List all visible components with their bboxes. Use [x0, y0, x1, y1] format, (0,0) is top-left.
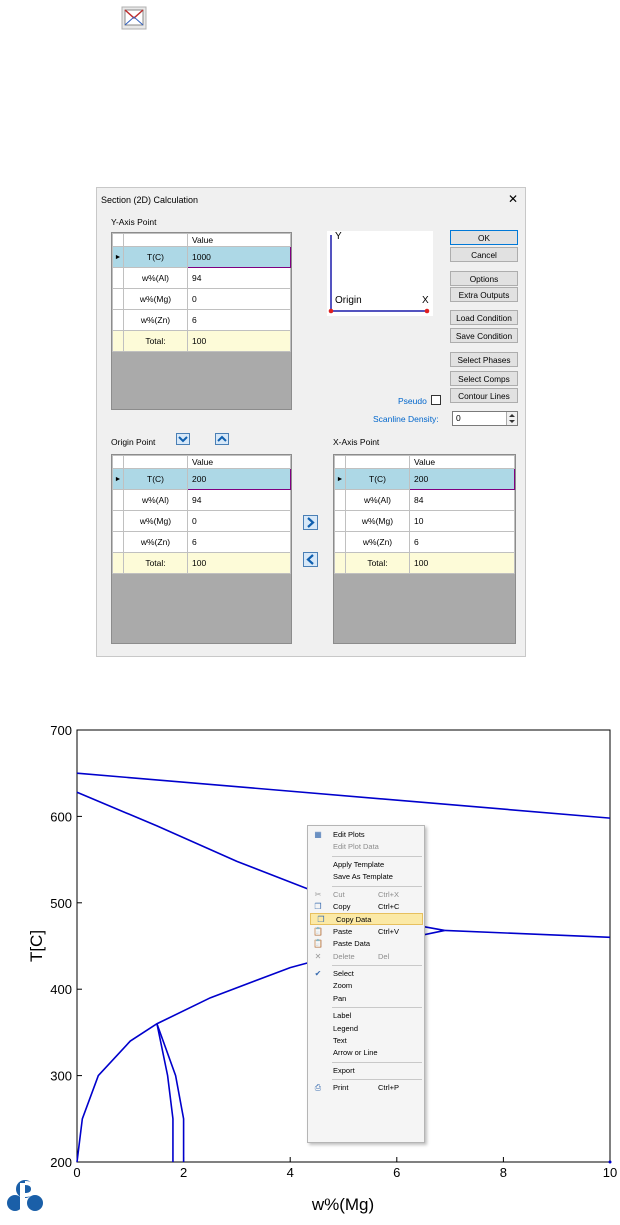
row-label: w%(Mg): [124, 289, 188, 310]
axis-preview: [327, 231, 433, 316]
value-header: Value: [188, 456, 291, 469]
row-label: w%(Al): [124, 268, 188, 289]
close-icon[interactable]: ✕: [507, 192, 518, 206]
y-tick-label: 700: [50, 723, 72, 738]
menu-item-label: Export: [333, 1065, 355, 1075]
menu-item-label: Select: [333, 969, 354, 978]
row-label: w%(Mg): [346, 511, 410, 532]
x-tick-label: 2: [179, 1165, 188, 1180]
menu-item-label: Copy: [333, 902, 351, 911]
section-calculation-icon[interactable]: [120, 3, 150, 33]
y-axis-grid: [111, 232, 292, 410]
menu-item-shortcut: Del: [378, 951, 390, 961]
pandat-logo-icon: [5, 1177, 45, 1217]
row-label: w%(Zn): [124, 532, 188, 553]
menu-item-shortcut: Ctrl+V: [378, 926, 400, 936]
total-label: Total:: [124, 553, 188, 574]
scanline-density-spinner[interactable]: [452, 411, 518, 426]
menu-separator: [332, 1062, 422, 1063]
x-axis-label: w%(Mg): [311, 1195, 375, 1214]
menu-item-label: Save As Template: [333, 872, 393, 882]
row-label: w%(Zn): [346, 532, 410, 553]
y-axis-point-label: Y-Axis Point: [111, 217, 157, 227]
menu-item-arrow-or-line[interactable]: [308, 1047, 424, 1059]
menu-separator: [332, 1079, 422, 1080]
origin-point-label: Origin Point: [111, 437, 156, 447]
select-phases-button[interactable]: Select Phases: [450, 352, 518, 367]
menu-item-shortcut: Ctrl+P: [378, 1083, 400, 1093]
value-header: Value: [410, 456, 515, 469]
chevron-down-icon[interactable]: [176, 433, 190, 445]
menu-item-save-as-template[interactable]: [308, 871, 424, 883]
menu-item-zoom[interactable]: [308, 980, 424, 992]
ok-button[interactable]: OK: [450, 230, 518, 245]
menu-item-label: Text: [333, 1036, 347, 1045]
menu-separator: [332, 965, 422, 966]
menu-item-label: Apply Template: [333, 859, 385, 869]
value-cell[interactable]: 6: [188, 532, 291, 553]
row-pointer-icon: ►: [113, 247, 124, 268]
y-tick-label: 500: [50, 895, 72, 911]
preview-x-label: X: [422, 295, 429, 306]
menu-separator: [332, 1007, 422, 1008]
menu-item-edit-plot-data[interactable]: [308, 841, 424, 853]
menu-item-label: Zoom: [333, 981, 353, 991]
chevron-up-icon[interactable]: [215, 433, 229, 445]
x-tick-label: 0: [73, 1165, 81, 1180]
value-cell[interactable]: 94: [188, 268, 291, 289]
row-label: T(C): [124, 469, 188, 490]
menu-item-paste[interactable]: [308, 926, 424, 938]
arrow-left-icon[interactable]: [303, 552, 318, 567]
save-condition-button[interactable]: Save Condition: [450, 328, 518, 343]
value-cell[interactable]: 200: [410, 469, 515, 490]
row-label: T(C): [124, 247, 188, 268]
y-axis-label: T[C]: [27, 929, 46, 963]
x-tick-label: 4: [286, 1165, 294, 1180]
row-pointer-icon: ►: [335, 469, 346, 490]
menu-item-label: Delete: [333, 951, 355, 961]
dialog-title: Section (2D) Calculation: [101, 195, 199, 205]
total-value: 100: [410, 553, 515, 574]
y-tick-label: 400: [50, 982, 72, 998]
edit-plots-icon: ▦: [314, 830, 322, 839]
phase-boundary-line[interactable]: [77, 773, 610, 818]
menu-item-label: Edit Plots: [333, 830, 365, 839]
menu-item-label: Paste: [333, 926, 353, 936]
context-menu[interactable]: [307, 825, 425, 1143]
y-tick-label: 200: [50, 1155, 72, 1170]
origin-grid: [111, 454, 292, 644]
delete-icon: ✕: [314, 951, 322, 961]
contour-lines-button[interactable]: Contour Lines: [450, 388, 518, 403]
value-header: Value: [188, 234, 291, 247]
menu-separator: [332, 856, 422, 857]
section-calculation-dialog: [96, 187, 526, 657]
extra-outputs-button[interactable]: Extra Outputs: [450, 287, 518, 302]
paste-data-icon: 📋: [313, 939, 323, 949]
menu-item-pan[interactable]: [308, 993, 424, 1005]
menu-item-label: Arrow or Line: [333, 1048, 378, 1058]
menu-item-shortcut: Ctrl+C: [378, 902, 400, 911]
x-axis-grid: [333, 454, 516, 644]
menu-item-select[interactable]: [308, 968, 424, 980]
paste-icon: 📋: [313, 926, 323, 936]
menu-item-text[interactable]: [308, 1035, 424, 1047]
menu-item-label: Label: [333, 1011, 352, 1021]
menu-separator: [332, 886, 422, 887]
scanline-density-label: Scanline Density:: [373, 414, 439, 424]
menu-item-label: Paste Data: [333, 939, 371, 949]
menu-item-label: Pan: [333, 993, 347, 1003]
phase-boundary-line[interactable]: [445, 930, 610, 937]
row-label: w%(Al): [124, 490, 188, 511]
y-tick-label: 300: [50, 1068, 72, 1084]
row-label: w%(Mg): [124, 511, 188, 532]
x-tick-label: 6: [393, 1165, 401, 1180]
checkmark-icon: ✔: [314, 969, 322, 978]
pseudo-label: Pseudo: [398, 396, 427, 406]
x-tick-label: 8: [499, 1165, 508, 1180]
menu-item-copy-data[interactable]: [310, 913, 423, 925]
x-axis-point-label: X-Axis Point: [333, 437, 380, 447]
menu-item-label[interactable]: [308, 1010, 424, 1022]
options-button[interactable]: Options: [450, 271, 518, 286]
arrow-right-icon[interactable]: [303, 515, 318, 530]
menu-item-copy[interactable]: [308, 901, 424, 913]
menu-item-edit-plots[interactable]: [308, 829, 424, 841]
row-label: T(C): [346, 469, 410, 490]
value-cell[interactable]: 6: [410, 532, 515, 553]
scissors-icon: ✂: [314, 889, 322, 899]
copy-data-icon: ❐: [317, 915, 325, 925]
total-value: 100: [188, 331, 291, 352]
printer-icon: ⎙: [314, 1083, 322, 1093]
menu-item-label: Legend: [333, 1023, 359, 1033]
menu-item-cut[interactable]: [308, 889, 424, 901]
menu-item-apply-template[interactable]: [308, 859, 424, 871]
scanline-density-value[interactable]: 0: [456, 413, 461, 423]
menu-item-delete[interactable]: [308, 951, 424, 963]
total-value: 100: [188, 553, 291, 574]
select-comps-button[interactable]: Select Comps: [450, 371, 518, 386]
menu-item-shortcut: Ctrl+X: [378, 889, 400, 899]
menu-item-label: Print: [333, 1083, 349, 1093]
menu-item-label: Edit Plot Data: [333, 842, 379, 852]
menu-item-legend[interactable]: [308, 1023, 424, 1035]
row-pointer-icon: ►: [113, 469, 124, 490]
value-cell[interactable]: 84: [410, 490, 515, 511]
y-tick-label: 600: [50, 809, 72, 825]
menu-item-label: Cut: [333, 889, 345, 899]
copy-icon: ❐: [314, 902, 322, 911]
data-point: [609, 1161, 612, 1164]
pseudo-checkbox[interactable]: [431, 395, 441, 405]
total-label: Total:: [346, 553, 410, 574]
menu-item-export[interactable]: [308, 1065, 424, 1077]
value-cell[interactable]: 94: [188, 490, 291, 511]
preview-origin-label: Origin: [335, 295, 362, 306]
preview-y-label: Y: [335, 231, 342, 242]
menu-item-print[interactable]: [308, 1082, 424, 1094]
value-cell[interactable]: 0: [188, 511, 291, 532]
menu-item-paste-data[interactable]: [308, 938, 424, 950]
load-condition-button[interactable]: Load Condition: [450, 310, 518, 325]
spinner-arrows-icon[interactable]: [506, 412, 517, 425]
value-cell[interactable]: 0: [188, 289, 291, 310]
value-cell[interactable]: 1000: [188, 247, 291, 268]
value-cell[interactable]: 6: [188, 310, 291, 331]
row-label: w%(Zn): [124, 310, 188, 331]
menu-item-label: Copy Data: [336, 915, 372, 925]
value-cell[interactable]: 200: [188, 469, 291, 490]
cancel-button[interactable]: Cancel: [450, 247, 518, 262]
x-tick-label: 10: [602, 1165, 618, 1180]
total-label: Total:: [124, 331, 188, 352]
value-cell[interactable]: 10: [410, 511, 515, 532]
row-label: w%(Al): [346, 490, 410, 511]
